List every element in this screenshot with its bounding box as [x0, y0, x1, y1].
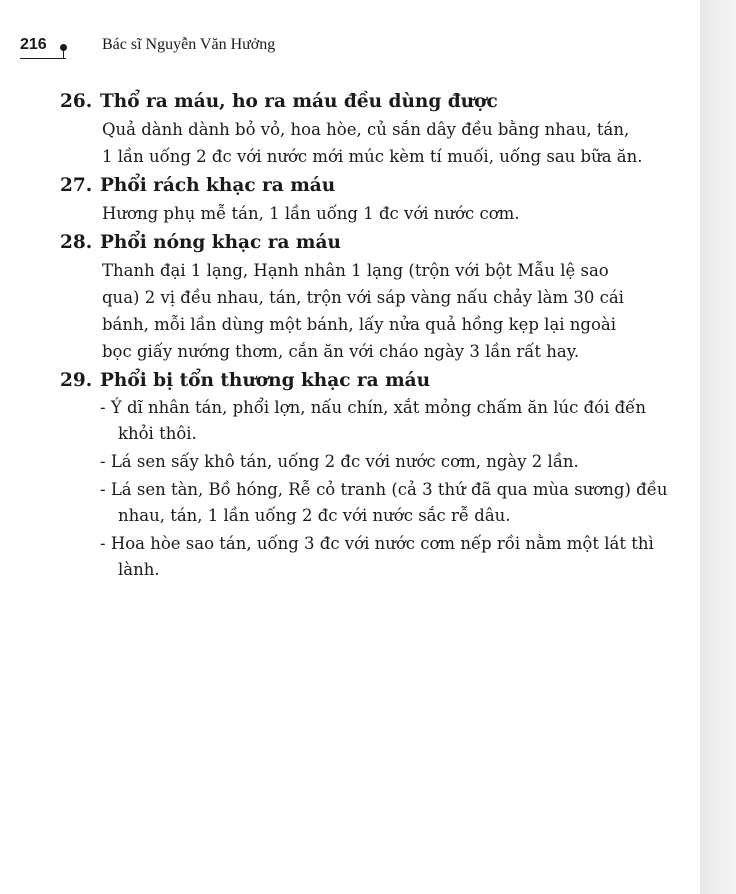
- body-line: Quả dành dành bỏ vỏ, hoa hòe, củ sắn dây đều bằng nhau, tán,: [102, 120, 630, 139]
- remedy-list: [60, 395, 680, 583]
- body-line: Hương phụ mễ tán, 1 lần uống 1 đc với nước cơm.: [102, 204, 520, 223]
- page-header: [20, 36, 680, 60]
- section-heading: [60, 172, 680, 200]
- section-28: [60, 229, 680, 365]
- section-body: [60, 257, 680, 365]
- section-heading: [60, 229, 680, 257]
- header-bullet-stem: [63, 50, 64, 59]
- section-29: [60, 367, 680, 583]
- section-title: Phổi bị tổn thương khạc ra máu: [100, 370, 431, 391]
- list-item: - Lá sen tàn, Bồ hóng, Rễ cỏ tranh (cả 3 thứ đã qua mùa sương) đều nhau, tán, 1 lần uống 2 đc với nước sắc rễ dâu.: [100, 480, 668, 525]
- page-number: 216: [20, 36, 47, 53]
- running-title: Bác sĩ Nguyễn Văn Hưởng: [102, 36, 276, 53]
- page-gutter: [700, 0, 736, 894]
- section-title: Phổi nóng khạc ra máu: [100, 232, 341, 253]
- body-line: 1 lần uống 2 đc với nước mới múc kèm tí muối, uống sau bữa ăn.: [102, 147, 643, 166]
- section-number: 26.: [60, 91, 93, 112]
- section-body: [60, 116, 680, 170]
- section-heading: [60, 367, 680, 395]
- page-content: [60, 88, 680, 585]
- section-number: 29.: [60, 370, 93, 391]
- list-item: - Hoa hòe sao tán, uống 3 đc với nước cơm nếp rồi nằm một lát thì lành.: [100, 534, 654, 579]
- section-title: Phổi rách khạc ra máu: [100, 175, 336, 196]
- header-rule: [20, 58, 66, 59]
- section-heading: [60, 88, 680, 116]
- section-title: Thổ ra máu, ho ra máu đều dùng được: [100, 91, 498, 112]
- list-item: - Lá sen sấy khô tán, uống 2 đc với nước cơm, ngày 2 lần.: [100, 452, 579, 471]
- body-line: qua) 2 vị đều nhau, tán, trộn với sáp vàng nấu chảy làm 30 cái: [102, 288, 624, 307]
- section-26: [60, 88, 680, 170]
- body-line: Thanh đại 1 lạng, Hạnh nhân 1 lạng (trộn với bột Mẫu lệ sao: [102, 261, 609, 280]
- section-27: [60, 172, 680, 227]
- section-number: 28.: [60, 232, 93, 253]
- body-line: bọc giấy nướng thơm, cắn ăn với cháo ngày 3 lần rất hay.: [102, 342, 580, 361]
- list-item: - Ý dĩ nhân tán, phổi lợn, nấu chín, xắt mỏng chấm ăn lúc đói đến khỏi thôi.: [100, 398, 646, 443]
- section-number: 27.: [60, 175, 93, 196]
- body-line: bánh, mỗi lần dùng một bánh, lấy nửa quả hồng kẹp lại ngoài: [102, 315, 617, 334]
- section-body: [60, 200, 680, 227]
